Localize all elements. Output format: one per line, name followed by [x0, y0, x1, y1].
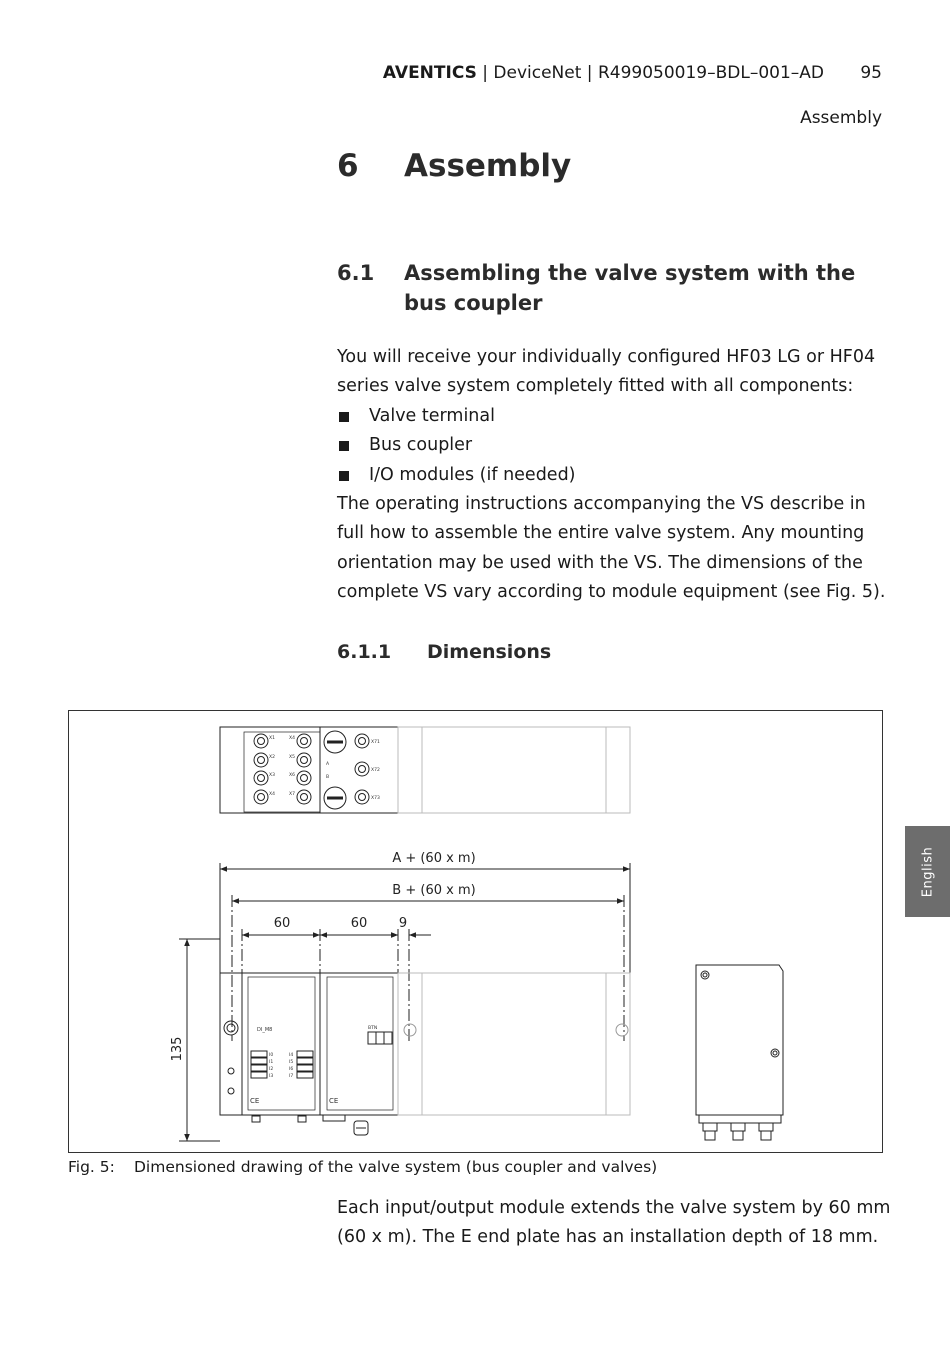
dimension-lines — [179, 863, 630, 1141]
connector-label: X73 — [371, 796, 380, 801]
bullet-square-icon — [339, 441, 349, 451]
list-item-text: Bus coupler — [369, 435, 473, 456]
bus-label: BTN — [368, 1026, 378, 1031]
io-label: I6 — [289, 1067, 294, 1072]
figure-caption-text: Dimensioned drawing of the valve system (bus coupler and valves) — [134, 1158, 658, 1176]
running-section-label: Assembly — [800, 108, 882, 128]
component-list — [337, 402, 897, 490]
front-view-labels — [250, 1025, 377, 1105]
io-label: I1 — [269, 1060, 274, 1065]
connector-label: X72 — [371, 768, 380, 773]
io-label: I5 — [289, 1060, 294, 1065]
intro-paragraph: You will receive your individually configured HF03 LG or HF04 series valve system completely fitted with all components: — [337, 347, 876, 397]
io-label: I0 — [269, 1053, 274, 1058]
figure-caption — [68, 1158, 657, 1176]
side-view — [696, 965, 783, 1140]
bullet-square-icon — [339, 471, 349, 481]
dimension-labels — [170, 851, 476, 1061]
io-label: X3 — [269, 773, 275, 778]
brand-name: AVENTICS — [382, 63, 477, 83]
page-number: 95 — [860, 63, 882, 83]
product-name: DeviceNet — [493, 63, 582, 83]
dimension-label-60: 60 — [350, 916, 368, 931]
port-label: B — [326, 775, 330, 780]
io-label: X4 — [289, 736, 295, 741]
top-view — [220, 727, 630, 813]
io-label: X7 — [289, 792, 295, 797]
chapter-heading — [337, 148, 571, 184]
language-tab — [905, 826, 950, 917]
dimension-label-9: 9 — [398, 916, 408, 931]
header-line — [383, 63, 824, 83]
dimension-figure — [68, 710, 883, 1153]
port-label: A — [326, 762, 330, 767]
section-title: Assembling the valve system with the bus coupler — [404, 261, 856, 315]
module-label: DI_M8 — [257, 1027, 273, 1033]
valve-terminal-top — [398, 727, 630, 813]
closing-text — [337, 1194, 897, 1253]
figure-caption-label: Fig. 5: — [68, 1158, 115, 1176]
list-item — [337, 431, 897, 460]
dimension-label-135: 135 — [170, 1036, 185, 1062]
chapter-title: Assembly — [404, 148, 572, 184]
section-number: 6.1 — [337, 261, 375, 285]
document-number: R499050019–BDL–001–AD — [597, 63, 824, 83]
dimension-label-a: A + (60 x m) — [392, 851, 476, 866]
io-label: X2 — [269, 755, 275, 760]
subsection-heading — [337, 641, 551, 663]
list-item-text: I/O modules (if needed) — [369, 464, 576, 485]
list-item — [337, 402, 897, 431]
chapter-number: 6 — [337, 148, 359, 184]
connector-label: X71 — [371, 740, 380, 745]
closing-paragraph: Each input/output module extends the valve system by 60 mm (60 x m). The E end plate has an installation depth of 18 mm. — [337, 1198, 891, 1248]
language-tab-label: English — [920, 846, 935, 897]
bullet-square-icon — [339, 412, 349, 422]
front-view — [220, 973, 630, 1135]
io-label: I2 — [269, 1067, 274, 1072]
body-text — [337, 343, 897, 608]
io-label: I7 — [289, 1074, 294, 1079]
io-label: X1 — [269, 736, 275, 741]
dimensioned-drawing — [69, 711, 882, 1152]
valve-terminal-front — [398, 973, 630, 1115]
description-paragraph: The operating instructions accompanying the VS describe in full how to assemble the entire valve system. Any mounting orientation may be used with the VS. The dimensions of the complete VS vary according to module equipment (see Fig. 5). — [337, 494, 886, 603]
bus-connectors-top — [324, 731, 369, 809]
subsection-title: Dimensions — [427, 641, 552, 663]
header-separator: | — [476, 63, 494, 83]
io-module-front — [242, 973, 320, 1115]
io-label: I4 — [289, 1053, 294, 1058]
running-header — [0, 63, 950, 87]
io-label: I3 — [269, 1074, 274, 1079]
io-label: X4 — [269, 792, 275, 797]
side-view-body — [696, 965, 783, 1115]
io-label: X5 — [289, 755, 295, 760]
dimension-label-b: B + (60 x m) — [392, 883, 476, 898]
ce-mark: CE — [329, 1097, 339, 1105]
io-label: X6 — [289, 773, 295, 778]
header-separator: | — [581, 63, 598, 83]
io-connectors-top — [254, 734, 311, 804]
subsection-number: 6.1.1 — [337, 641, 392, 663]
list-item-text: Valve terminal — [369, 405, 495, 426]
list-item — [337, 461, 897, 490]
dimension-label-60: 60 — [273, 916, 291, 931]
ce-mark: CE — [250, 1097, 260, 1105]
